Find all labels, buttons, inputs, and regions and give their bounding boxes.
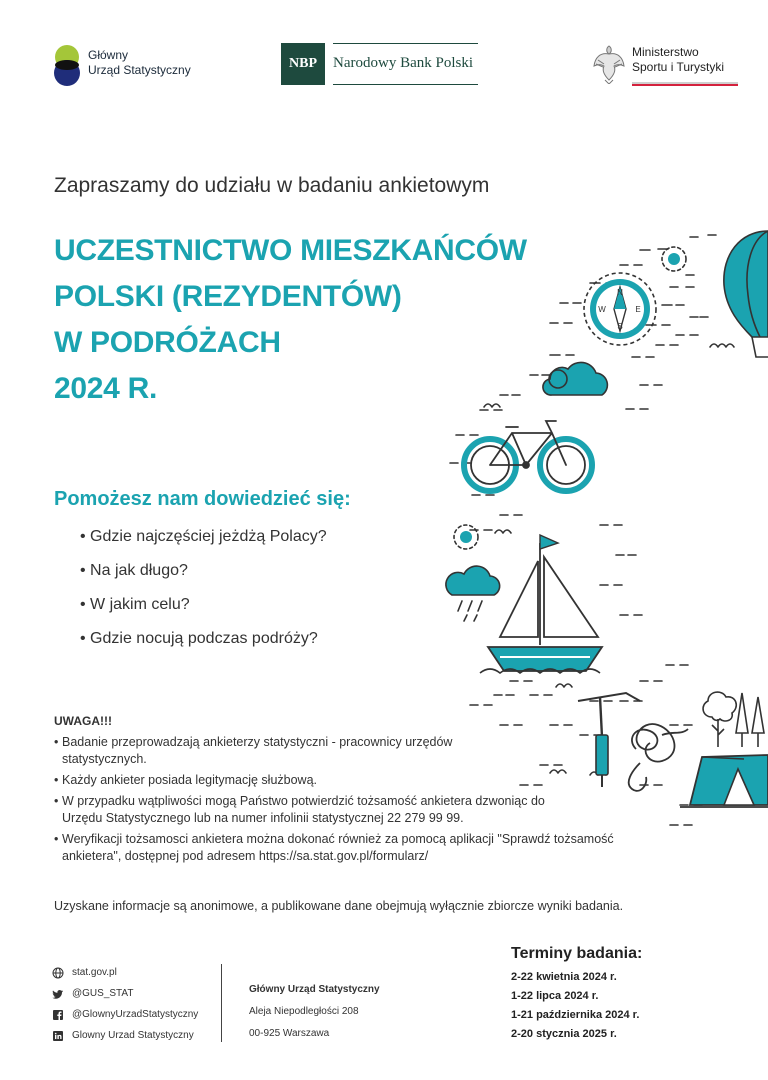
postal-address: 00-925 Warszawa: [249, 1028, 330, 1039]
website-link[interactable]: [52, 962, 198, 983]
ministry-flag-stripe: [632, 82, 738, 86]
linkedin-link[interactable]: [52, 1025, 198, 1046]
rain-cloud-icon: [446, 566, 500, 621]
facebook-icon: [52, 1009, 64, 1021]
svg-text:E: E: [635, 305, 641, 314]
ministry-line-1: Ministerstwo: [632, 45, 699, 59]
gus-emblem-icon: [52, 44, 82, 88]
street-address: Aleja Niepodległości 208: [249, 1006, 359, 1017]
nbp-logo: [281, 43, 478, 85]
question-item: • W jakim celu?: [80, 592, 327, 626]
svg-text:S: S: [617, 322, 623, 331]
tent-icon: [680, 755, 768, 807]
contact-links: [52, 962, 198, 1046]
question-item: • Gdzie najczęściej jeżdżą Polacy?: [80, 524, 327, 558]
nbp-mark: NBP: [281, 43, 325, 85]
twitter-text: @GUS_STAT: [72, 988, 134, 999]
survey-date: 1-22 lipca 2024 r.: [511, 990, 599, 1002]
compass-icon: [584, 273, 656, 345]
svg-text:W: W: [598, 305, 606, 314]
org-name: Główny Urząd Statystyczny: [249, 984, 380, 995]
notice-item: • W przypadku wątpliwości mogą Państwo potwierdzić tożsamość ankietera dzwoniąc do Urzędu Statystycznego lub na numer infolinii statystycznej 22 279 99 99.: [54, 793, 578, 827]
survey-dates: [511, 945, 642, 1047]
sailboat-icon: [480, 535, 602, 673]
twitter-link[interactable]: [52, 983, 198, 1004]
question-item: • Gdzie nocują podczas podróży?: [80, 626, 327, 660]
notice-item: • Każdy ankieter posiada legitymację służbową.: [54, 772, 654, 789]
notice-heading: UWAGA!!!: [54, 714, 112, 728]
title-line-3: W PODRÓŻACH: [54, 326, 281, 359]
bicycle-icon: [464, 421, 592, 491]
trees-icon: [703, 692, 764, 747]
survey-date: 2-20 stycznia 2025 r.: [511, 1028, 617, 1040]
footer-divider: [221, 964, 222, 1042]
gus-logo-line-1: Główny: [88, 48, 129, 62]
linkedin-text: Glowny Urzad Statystyczny: [72, 1030, 194, 1041]
notice-item: • Badanie przeprowadzają ankieterzy statystyczni - pracownicy urzędów statystycznych.: [54, 734, 492, 768]
notice-section: [54, 714, 654, 869]
question-item: • Na jak długo?: [80, 558, 327, 592]
gus-logo-line-2: Urząd Statystyczny: [88, 63, 191, 77]
gus-logo: [52, 42, 212, 88]
invitation-text: Zapraszamy do udziału w badaniu ankietowym: [54, 174, 490, 197]
title-line-1: UCZESTNICTWO MIESZKAŃCÓW: [54, 234, 527, 267]
svg-text:N: N: [617, 288, 623, 297]
address-block: [249, 984, 380, 1050]
notice-list: [54, 734, 654, 865]
ministry-logo: [592, 42, 738, 90]
title-line-4: 2024 R.: [54, 372, 157, 405]
ministry-line-2: Sportu i Turystyki: [632, 60, 725, 74]
nbp-name: Narodowy Bank Polski: [333, 55, 473, 71]
notice-item: • Weryfikacji tożsamosci ankietera można dokonać również za pomocą aplikacji "Sprawdź tożsamość ankietera", dostępnej pod adresem https://sa.stat.gov.pl/formularz/: [54, 831, 646, 865]
twitter-icon: [52, 988, 64, 1000]
website-text: stat.gov.pl: [72, 967, 117, 978]
globe-icon: [52, 967, 64, 979]
facebook-text: @GlownyUrzadStatystyczny: [72, 1009, 199, 1020]
hot-air-balloon-icon: [724, 231, 768, 357]
nbp-top-rule: [333, 43, 478, 44]
bird-marks: [484, 344, 734, 775]
facebook-link[interactable]: [52, 1004, 198, 1025]
survey-dates-heading: Terminy badania:: [511, 945, 643, 962]
nbp-bottom-rule: [333, 84, 478, 85]
eagle-emblem-icon: [592, 42, 626, 84]
question-list: [80, 524, 327, 660]
survey-date: 1-21 października 2024 r.: [511, 1009, 640, 1021]
linkedin-icon: [52, 1030, 64, 1042]
anonymity-statement: Uzyskane informacje są anonimowe, a publikowane dane obejmują wyłącznie zbiorcze wyniki badania.: [54, 899, 624, 913]
title-line-2: POLSKI (REZYDENTÓW): [54, 280, 402, 313]
cloud-icon: [543, 362, 607, 395]
dot-target-icon: [454, 247, 686, 549]
help-subheading: Pomożesz nam dowiedzieć się:: [54, 488, 351, 510]
survey-date: 2-22 kwietnia 2024 r.: [511, 971, 617, 983]
